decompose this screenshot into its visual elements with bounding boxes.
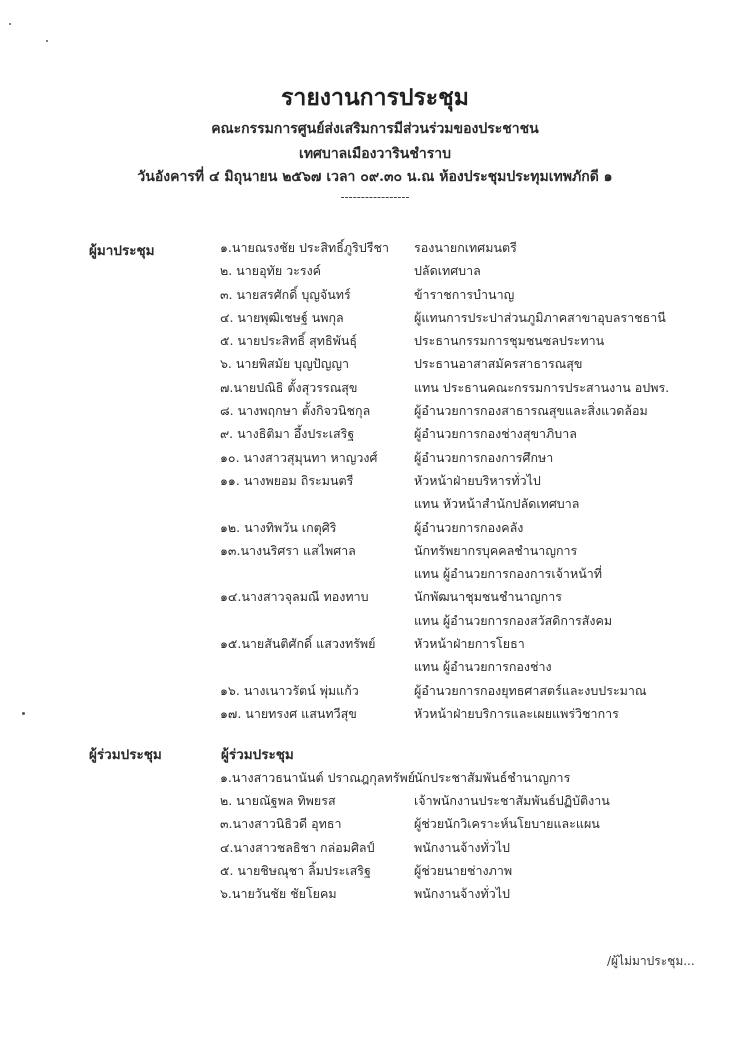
person-name: ๙. นางธิติมา อึ้งประเสริฐ [220,426,355,442]
list-item [0,766,750,789]
list-item [0,376,750,399]
person-name: ๔. นายพุฒิเชษฐ์ นพกุล [220,309,344,325]
scan-speck [22,712,25,715]
co-attendees-heading: ผู้ร่วมประชุม [221,747,294,763]
person-position: ประธานอาสาสมัครสาธารณสุข [414,356,583,372]
list-item [0,259,750,282]
person-position: ผู้อำนวยการกองสาธารณสุขและสิ่งแวดล้อม [414,403,648,419]
person-name: ๑๐. นางสาวสุมุนทา หาญวงศ์ [220,449,378,465]
person-name: ๑.นายณรงชัย ประสิทธิ์ภูริปรีชา [220,240,389,255]
person-position: แทน ผู้อำนวยการกองช่าง [414,659,552,675]
person-name: ๑๕.นายสันติศักดิ์ แสวงทรัพย์ [220,636,376,652]
list-item [0,655,750,678]
list-item [0,609,750,632]
list-item [0,446,750,469]
person-name: ๕. นายชิษณุชา ลิ้มประเสริฐ [220,862,371,878]
person-position: นักทรัพยากรบุคคลชำนาญการ [414,542,578,558]
list-item [0,789,750,812]
list-item [0,516,750,539]
list-item [0,859,750,882]
person-position: หัวหน้าฝ่ายบริหารทั่วไป [414,472,541,488]
list-item [0,352,750,375]
committee-name: คณะกรรมการศูนย์ส่งเสริมการมีส่วนร่วมของประชาชน [211,121,539,137]
person-name: ๑๗. นายทรงศ แสนทวีสุข [220,705,357,721]
continuation-note: /ผู้ไม่มาประชุม... [607,954,695,968]
person-position: ผู้อำนวยการกองยุทธศาสตร์และงบประมาณ [414,682,647,698]
list-item [0,399,750,422]
list-item [0,329,750,352]
person-position: นักประชาสัมพันธ์ชำนาญการ [414,770,571,785]
person-position: ผู้แทนการประปาส่วนภูมิภาคสาขาอุบลราชธานี [414,309,666,325]
person-name: ๓. นายสรศักดิ์ บุญจันทร์ [220,286,351,302]
person-name: ๕. นายประสิทธิ์ สุทธิพันธุ์ [220,333,358,349]
person-position: นักพัฒนาชุมชนชำนาญการ [414,589,562,605]
person-position: หัวหน้าฝ่ายบริการและเผยแพร่วิชาการ [414,705,619,721]
person-name: ๑๒. นางทิพวัน เกตุศิริ [220,519,337,535]
person-name: ๓.นางสาวนิธิวดี อุทธา [220,816,342,832]
person-name: ๒. นายอุทัย วะรงค์ [220,263,322,279]
person-name: ๑๔.นางสาวจุลมณี ทองทาบ [220,589,369,605]
list-item [0,836,750,859]
person-position: พนักงานจ้างทั่วไป [414,839,510,855]
document-title: รายงานการประชุม [281,84,469,111]
scan-speck [9,23,11,25]
person-position: พนักงานจ้างทั่วไป [414,885,510,901]
person-position: ผู้อำนวยการกองการศึกษา [414,449,554,465]
person-position: ข้าราชการบำนาญ [414,286,515,302]
person-position: ผู้อำนวยการกองคลัง [414,519,524,535]
meeting-date-location: วันอังคารที่ ๔ มิถุนายน ๒๕๖๗ เวลา ๐๙.๓๐ น.ณ ห้องประชุมประทุมเทพภักดี ๑ [137,169,613,185]
person-position: เจ้าพนักงานประชาสัมพันธ์ปฏิบัติงาน [414,793,610,809]
attendees-label: ผู้มาประชุม [89,243,155,259]
list-item [0,562,750,585]
list-item [0,492,750,515]
person-position: แทน ผู้อำนวยการกองการเจ้าหน้าที่ [414,566,602,582]
person-position: ผู้อำนวยการกองช่างสุขาภิบาล [414,426,577,442]
list-item [0,539,750,562]
person-position: แทน หัวหน้าสำนักปลัดเทศบาล [414,496,580,512]
co-attendees-list [0,766,750,905]
list-item [0,812,750,835]
list-item [0,422,750,445]
list-item [0,469,750,492]
person-position: แทน ผู้อำนวยการกองสวัสดิการสังคม [414,612,613,628]
attendees-list [0,236,750,725]
list-item [0,882,750,905]
person-position: หัวหน้าฝ่ายการโยธา [414,636,525,652]
person-name: ๔.นางสาวชลธิชา กล่อมศิลป์ [220,839,375,855]
person-position: ผู้ช่วยนักวิเคราะห์นโยบายและแผน [414,816,600,832]
list-item [0,702,750,725]
list-item [0,632,750,655]
person-name: ๒. นายณัฐพล ทิพยรส [220,793,336,809]
person-position: รองนายกเทศมนตรี [414,240,517,255]
title-divider: ----------------- [340,190,410,204]
person-name: ๑๖. นางเนาวรัตน์ พุ่มแก้ว [220,682,359,698]
person-position: ปลัดเทศบาล [414,263,481,279]
list-item [0,236,750,259]
list-item [0,306,750,329]
person-position: แทน ประธานคณะกรรมการประสานงาน อปพร. [414,379,670,395]
person-position: ผู้ช่วยนายช่างภาพ [414,862,513,878]
person-name: ๖.นายวันชัย ชัยโยคม [220,885,337,901]
co-attendees-label: ผู้ร่วมประชุม [89,747,162,763]
list-item [0,585,750,608]
person-name: ๗.นายปณิธิ ตั้งสุวรรณสุข [220,379,358,395]
scan-speck [46,40,48,42]
person-name: ๖. นายพิสมัย บุญปัญญา [220,356,350,372]
municipality-name: เทศบาลเมืองวารินชำราบ [299,146,451,162]
list-item [0,283,750,306]
list-item [0,679,750,702]
person-position: ประธานกรรมการชุมชนซลประทาน [414,333,605,349]
person-name: ๑.นางสาวธนานันต์ ปราณฎกุลทรัพย์ [220,770,416,785]
person-name: ๘. นางพฤกษา ตั้งกิจวนิชกุล [220,403,371,419]
person-name: ๑๑. นางพยอม ถิระมนตรี [220,472,354,488]
person-name: ๑๓.นางนริศรา แสไพศาล [220,542,356,558]
